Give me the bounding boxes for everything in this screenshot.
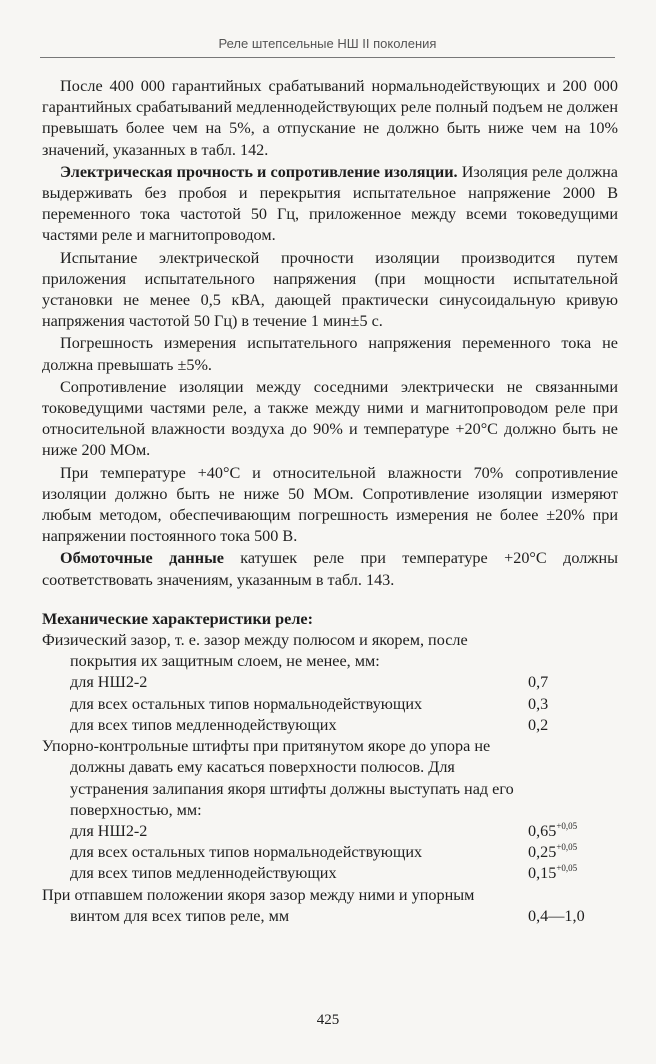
insulation-heading: Электрическая прочность и сопротивление изоляции.	[60, 162, 458, 181]
pins-row-value	[528, 842, 618, 863]
gap-row-label: для НШ2-2	[70, 673, 148, 692]
pins-tolerance: +0,05	[556, 863, 578, 874]
pins-row-value	[528, 863, 618, 884]
gap-row	[70, 694, 618, 715]
pins-row-label: для НШ2-2	[70, 821, 148, 840]
released-row	[42, 885, 618, 927]
pins-intro	[42, 736, 618, 821]
gap-intro	[42, 630, 618, 672]
gap-row-value: 0,3	[528, 694, 549, 713]
gap-intro-text: Физический зазор, т. е. зазор между полюсом и якорем, после покрытия их защитным слоем, не менее, мм:	[42, 631, 468, 671]
gap-row-label: для всех остальных типов нормальнодействующих	[70, 694, 423, 713]
page-body	[42, 76, 618, 927]
pins-row-label: для всех остальных типов нормальнодействующих	[70, 843, 423, 862]
paragraph-winding-data	[42, 548, 618, 590]
winding-heading: Обмоточные данные	[60, 549, 224, 568]
pins-row-value	[528, 821, 618, 842]
released-value: 0,4—1,0	[528, 906, 585, 925]
pins-value: 0,15	[528, 864, 557, 883]
gap-row	[70, 672, 618, 693]
header-rule	[40, 57, 615, 58]
pins-rows	[42, 821, 618, 885]
released-label: При отпавшем положении якоря зазор между ними и упорным винтом для всех типов реле, мм	[42, 885, 475, 925]
paragraph-measurement-error: Погрешность измерения испытательного напряжения переменного тока не должна превышать ±5%.	[42, 334, 618, 374]
paragraph-insulation-resistance: Сопротивление изоляции между соседними электрически не связанными токоведущими частями реле, а также между ними и магнитопроводом реле при относительной влажности воздуха до 90% и температуре +20°С должно быть не ниже 200 МОм.	[42, 377, 618, 460]
running-header: Реле штепсельные НШ II поколения	[218, 36, 437, 51]
gap-row	[70, 715, 618, 736]
gap-row-value: 0,2	[528, 715, 549, 734]
paragraph-insulation-strength	[42, 162, 618, 247]
pins-intro-text: Упорно-контрольные штифты при притянутом якоре до упора не должны давать ему касаться поверхности полюсов. Для устранения залипания якоря штифты должны выступать над его поверхностью, мм:	[42, 737, 514, 819]
gap-row-label: для всех типов медленнодействующих	[70, 715, 337, 734]
winding-text: катушек реле при температуре +20°С должны соответствовать значениям, указанным в табл. 143.	[42, 549, 618, 589]
mech-title: Механические характеристики реле:	[42, 609, 314, 628]
insulation-text: Изоляция реле должна выдерживать без пробоя и перекрытия испытательное напряжение 2000 В переменного тока частотой 50 Гц, приложенное между всеми токоведущими частями реле и магнитопроводом.	[42, 162, 618, 245]
gap-rows	[42, 672, 618, 736]
pins-tolerance: +0,05	[556, 820, 578, 831]
pins-value: 0,25	[528, 843, 557, 862]
pins-row	[70, 842, 618, 863]
paragraph-guarantee: После 400 000 гарантийных срабатываний нормальнодействующих и 200 000 гарантийных срабатываний медленнодействующих реле полный подъем не должен превышать более чем на 5%, а отпускание не должно быть ниже чем на 10% значений, указанных в табл. 142.	[42, 77, 618, 159]
pins-tolerance: +0,05	[556, 842, 578, 853]
pins-row-label: для всех типов медленнодействующих	[70, 864, 337, 883]
page-number: 425	[316, 1012, 340, 1028]
pins-row	[70, 821, 618, 842]
gap-row-value: 0,7	[528, 673, 549, 692]
pins-row	[70, 863, 618, 884]
pins-value: 0,65	[528, 821, 557, 840]
paragraph-strength-test: Испытание электрической прочности изоляции производится путем приложения испытательного напряжения (при мощности испытательной установки не менее 0,5 кВА, дающей практически синусоидальную кривую напряжения частотой 50 Гц) в течение 1 мин±5 с.	[42, 248, 618, 331]
paragraph-resistance-40c: При температуре +40°С и относительной влажности 70% сопротивление изоляции должно быть не ниже 50 МОм. Сопротивление изоляции измеряют любым методом, обеспечивающим погрешность измерения не более ±20% при напряжении постоянного тока 500 В.	[42, 463, 618, 546]
